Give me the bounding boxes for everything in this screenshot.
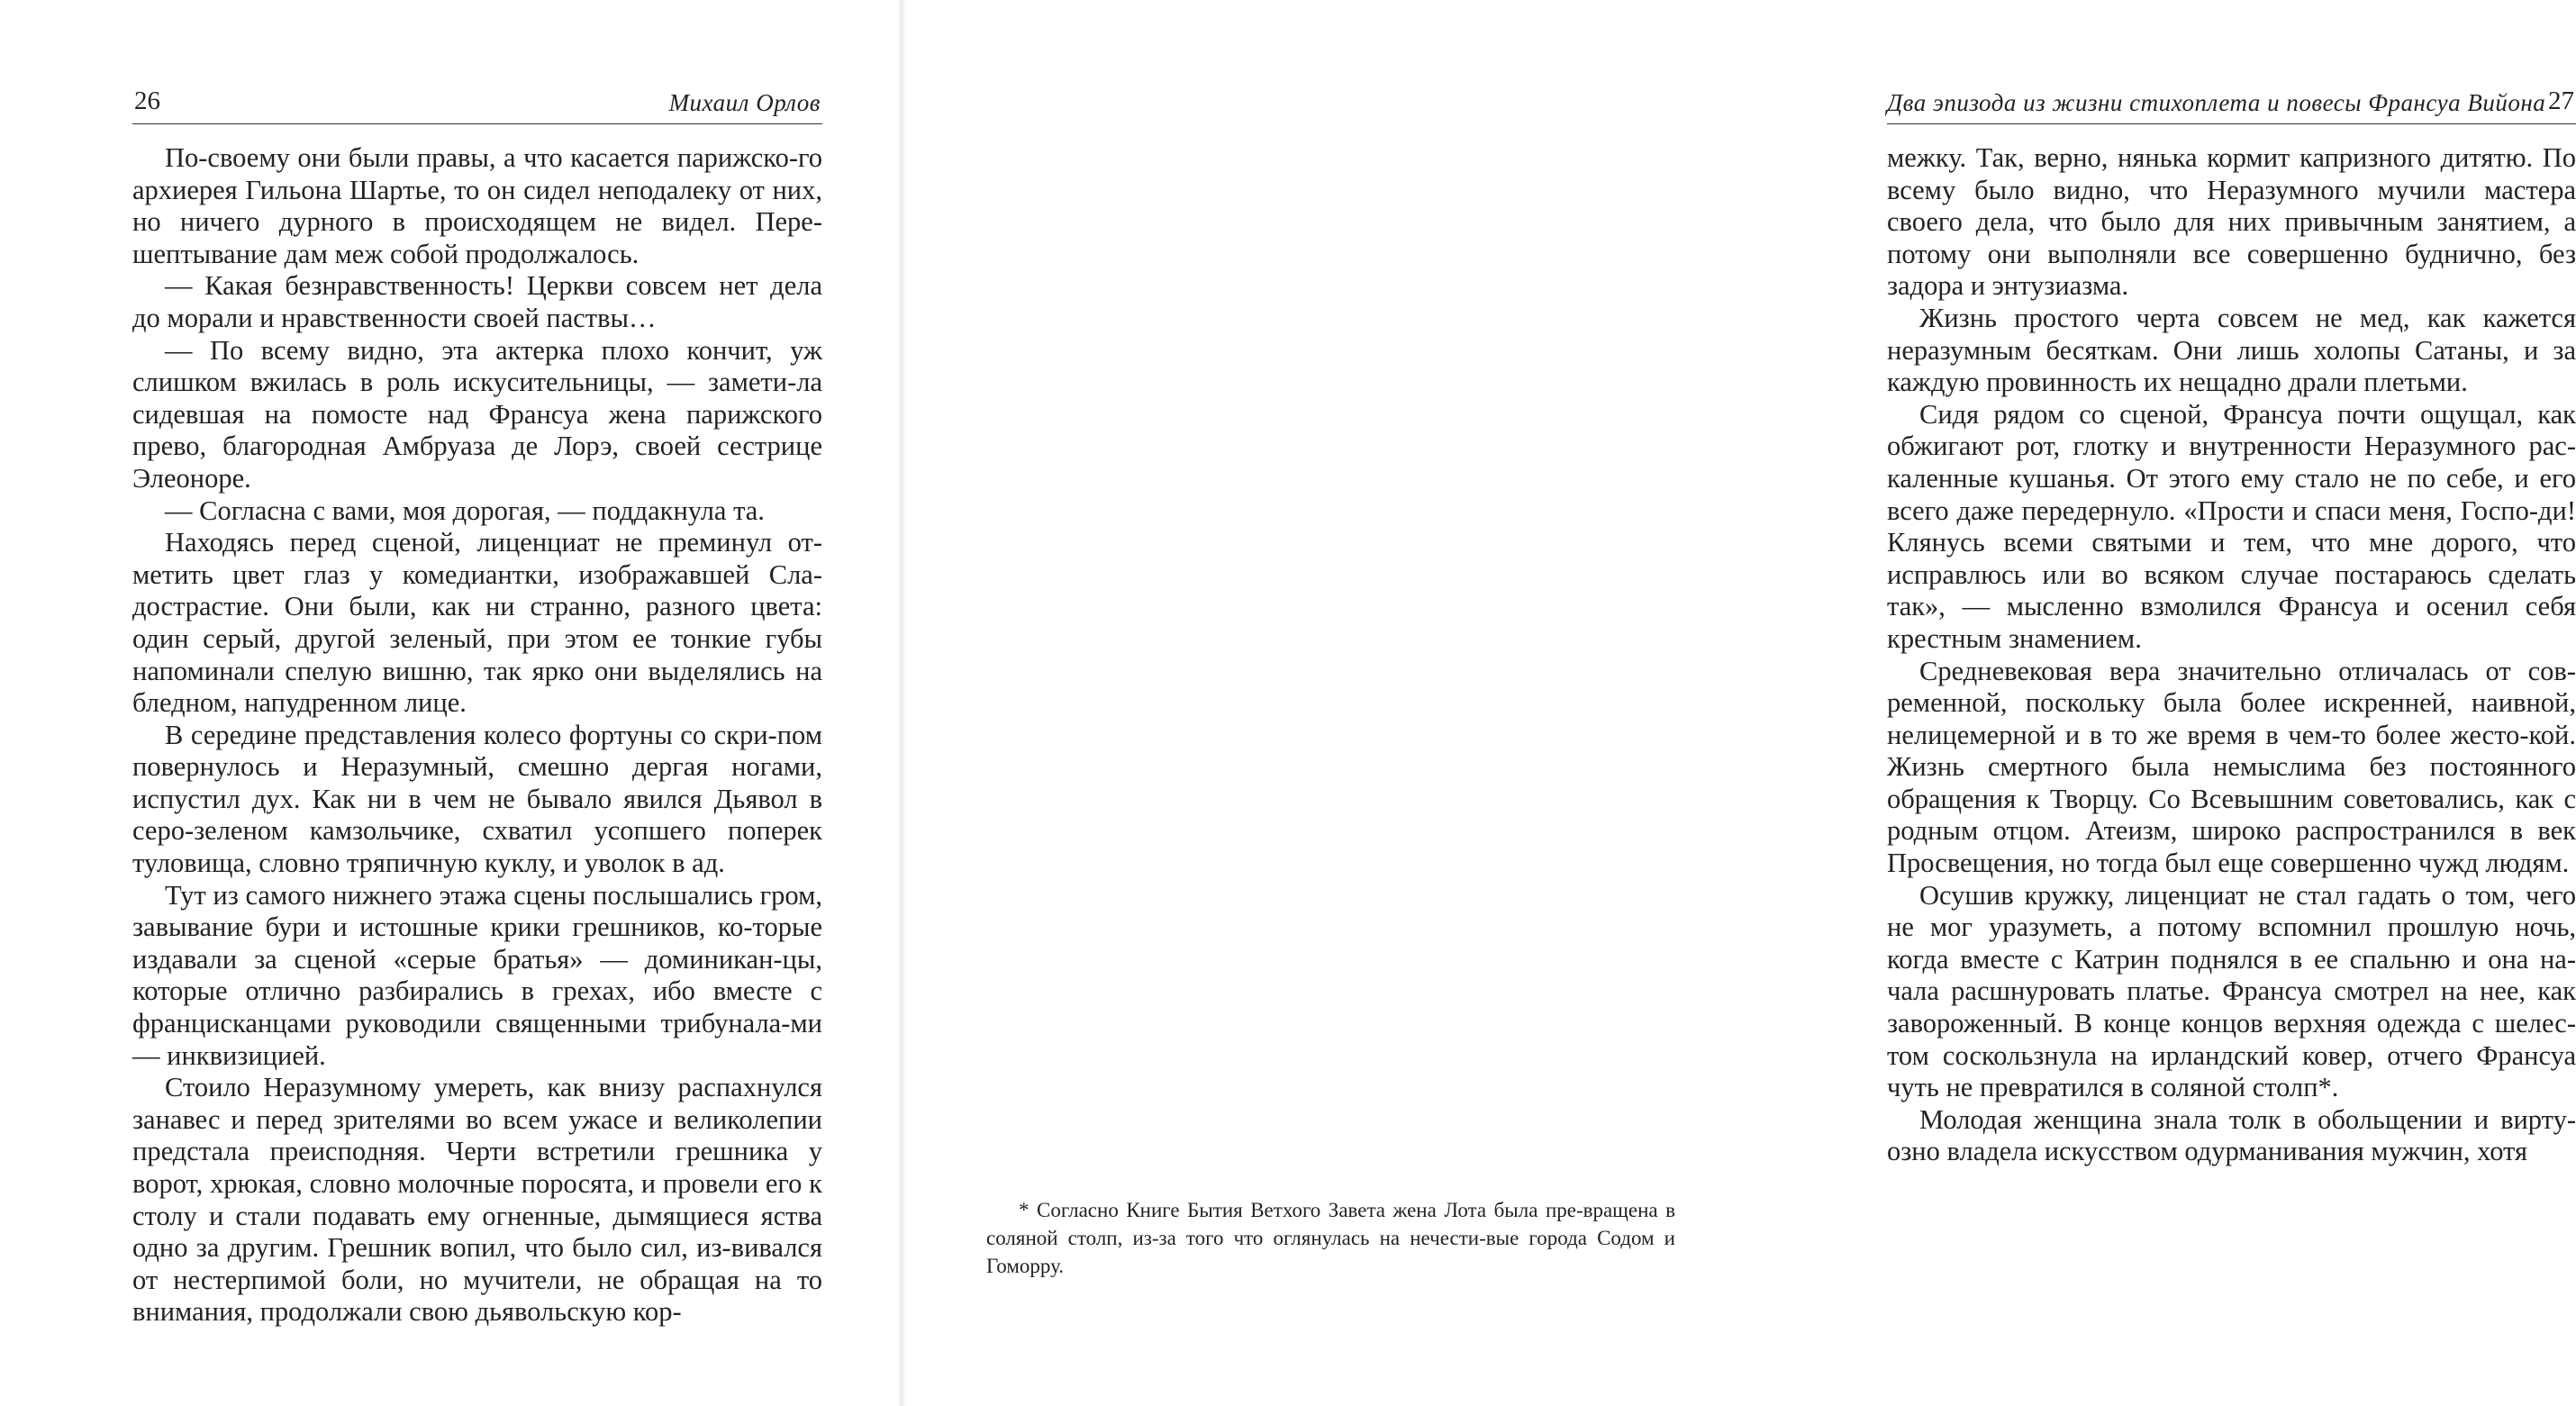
right-paragraph: Сидя рядом со сценой, Франсуа почти ощущал, как обжигают рот, глотку и внутренности Неразумного рас-каленные кушанья. От этого ему стало не по себе, и его всего даже передернуло. «Прости и спаси меня, Госпо-ди! Клянусь всеми святыми и тем, что мне дорого, что исправлюсь или во всяком случае постараюсь сделать так», — мысленно взмолился Франсуа и осенил себя крестным знамением.	[1887, 398, 2576, 654]
right-paragraph: Осушив кружку, лиценциат не стал гадать о том, чего не мог уразуметь, а потому вспомнил прошлую ночь, когда вместе с Катрин поднялся в ее спальню и она на-чала расшнуровать платье. Франсуа смотрел на нее, как завороженный. В конце концов верхняя одежда с шелес-том соскользнула на ирландский ковер, отчего Франсуа чуть не превратился в соляной столп*.	[1887, 879, 2576, 1103]
left-paragraph: По-своему они были правы, а что касается парижско-го архиерея Гильона Шартье, то он сидел неподалеку от них, но ничего дурного в происходящем не видел. Пере-шептывание дам меж собой продолжалось.	[132, 142, 822, 269]
right-page-text	[1887, 142, 2576, 1168]
right-page-number: 27	[2548, 86, 2574, 115]
left-page-header	[132, 84, 822, 124]
left-page	[0, 0, 901, 1406]
right-paragraph: Молодая женщина знала толк в обольщении и вирту-озно владела искусством одурманивания мужчин, хотя	[1887, 1103, 2576, 1167]
left-paragraph: — Какая безнравственность! Церкви совсем нет дела до морали и нравственности своей паствы…	[132, 270, 822, 333]
right-paragraph: Жизнь простого черта совсем не мед, как кажется неразумным бесяткам. Они лишь холопы Сатаны, и за каждую провинность их нещадно драли плетьми.	[1887, 302, 2576, 398]
left-paragraph: Стоило Неразумному умереть, как внизу распахнулся занавес и перед зрителями во всем ужасе и великолепии предстала преисподняя. Черти встретили грешника у ворот, хрюкая, словно молочные поросята, и провели его к столу и стали подавать ему огненные, дымящиеся яства одно за другим. Грешник вопил, что было сил, из-вивался от нестерпимой боли, но мучители, не обращая на то внимания, продолжали свою дьявольскую кор-	[132, 1072, 822, 1328]
left-page-text	[132, 142, 822, 1329]
footnote	[986, 1196, 1675, 1280]
right-paragraph: Средневековая вера значительно отличалась от сов-ременной, поскольку была более искренней, наивной, нелицемерной и в то же время в чем-то более жесто-кой. Жизнь смертного была немыслима без постоянного обращения к Творцу. Со Всевышним советовались, как с родным отцом. Атеизм, широко распространился в век Просвещения, но тогда был еще совершенно чужд людям.	[1887, 655, 2576, 879]
left-running-title: Михаил Орлов	[668, 89, 821, 116]
right-running-title: Два эпизода из жизни стихоплета и повесы Франсуа Вийона	[1887, 89, 2546, 116]
right-paragraph: межку. Так, верно, нянька кормит капризного дитятю. По всему было видно, что Неразумного мучили мастера своего дела, что было для них привычным занятием, а потому они выполняли все совершенно буднично, без задора и энтузиазма.	[1887, 142, 2576, 302]
left-page-number: 26	[134, 86, 160, 115]
left-paragraph: Находясь перед сценой, лиценциат не преминул от-метить цвет глаз у комедиантки, изображавшей Сла-дострастие. Они были, как ни странно, разного цвета: один серый, другой зеленый, при этом ее тонкие губы напоминали спелую вишню, так ярко они выделялись на бледном, напудренном лице.	[132, 527, 822, 719]
left-paragraph: — По всему видно, эта актерка плохо кончит, уж слишком вжилась в роль искусительницы, — замети-ла сидевшая на помосте над Франсуа жена парижского прево, благородная Амбруаза де Лорэ, своей сестрице Элеоноре.	[132, 334, 822, 494]
right-page-header	[1887, 84, 2576, 124]
left-paragraph: Тут из самого нижнего этажа сцены послышались гром, завывание бури и истошные крики грешников, ко-торые издавали за сценой «серые братья» — доминикан-цы, которые отлично разбирались в грехах, ибо вместе с францисканцами руководили священными трибунала-ми — инквизицией.	[132, 879, 822, 1071]
footnote-text: * Согласно Книге Бытия Ветхого Завета жена Лота была пре-вращена в соляной столп, из-за того что оглянулась на нечести-вые города Содом и Гоморру.	[986, 1199, 1675, 1277]
left-paragraph: В середине представления колесо фортуны со скри-пом повернулось и Неразумный, смешно дергая ногами, испустил дух. Как ни в чем не бывало явился Дьявол в серо-зеленом камзольчике, схватил усопшего поперек туловища, словно тряпичную куклу, и уволок в ад.	[132, 719, 822, 879]
left-paragraph: — Согласна с вами, моя дорогая, — поддакнула та.	[165, 494, 765, 526]
right-page	[901, 0, 2576, 1406]
